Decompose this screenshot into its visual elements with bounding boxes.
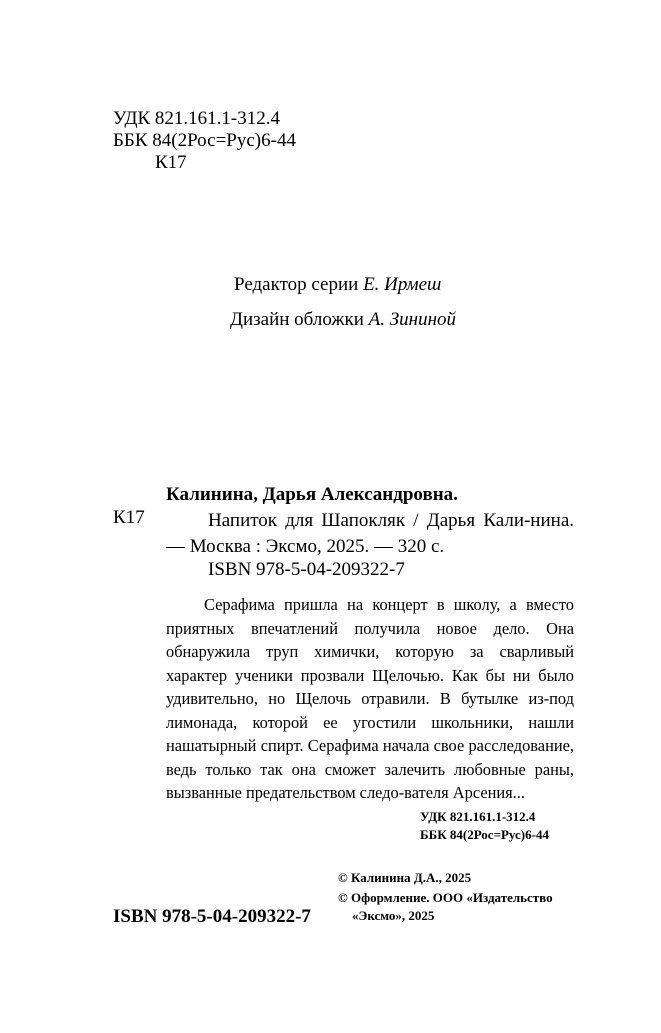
bibliographic-record: [166, 482, 574, 560]
udk-bottom: УДК 821.161.1-312.4: [420, 809, 536, 824]
author-mark-bib: К17: [113, 507, 145, 528]
copyright-author: © Калинина Д.А., 2025: [338, 870, 472, 885]
series-editor-name: Е. Ирмеш: [363, 274, 442, 295]
udk-top: УДК 821.161.1-312.4: [113, 108, 280, 129]
isbn-bottom: ISBN 978-5-04-209322-7: [113, 906, 311, 927]
series-editor-line: [234, 274, 441, 296]
bib-title-line: Напиток для Шапокляк / Дарья Кали-нина. — Москва : Эксмо, 2025. — 320 с.: [166, 510, 574, 557]
bib-author: Калинина, Дарья Александровна.: [166, 484, 458, 505]
cover-design-line: [230, 309, 456, 331]
cover-design-name: А. Зининой: [368, 309, 457, 330]
bbk-top: ББК 84(2Рос=Рус)6-44: [113, 130, 296, 151]
copyright-design-2: «Эксмо», 2025: [352, 908, 435, 923]
bbk-bottom: ББК 84(2Рос=Рус)6-44: [420, 827, 549, 842]
copyright-design-1: © Оформление. ООО «Издательство: [338, 890, 553, 905]
cover-design-label: Дизайн обложки: [230, 309, 364, 330]
author-mark-top: К17: [155, 152, 187, 173]
bib-isbn: ISBN 978-5-04-209322-7: [208, 559, 405, 580]
series-editor-label: Редактор серии: [234, 274, 359, 295]
annotation-paragraph: Серафима пришла на концерт в школу, а вместо приятных впечатлений получила новое дело. Она обнаружила труп химички, которую за сварливый характер ученики прозвали Щелочью. Как бы ни было удивительно, но Щелочь отравили. В бутылке из-под лимонада, которой ее угостили школьники, нашли нашатырный спирт. Серафима начала свое расследование, ведь только так она сможет залечить любовные раны, вызванные предательством следо-вателя Арсения...: [166, 595, 574, 802]
